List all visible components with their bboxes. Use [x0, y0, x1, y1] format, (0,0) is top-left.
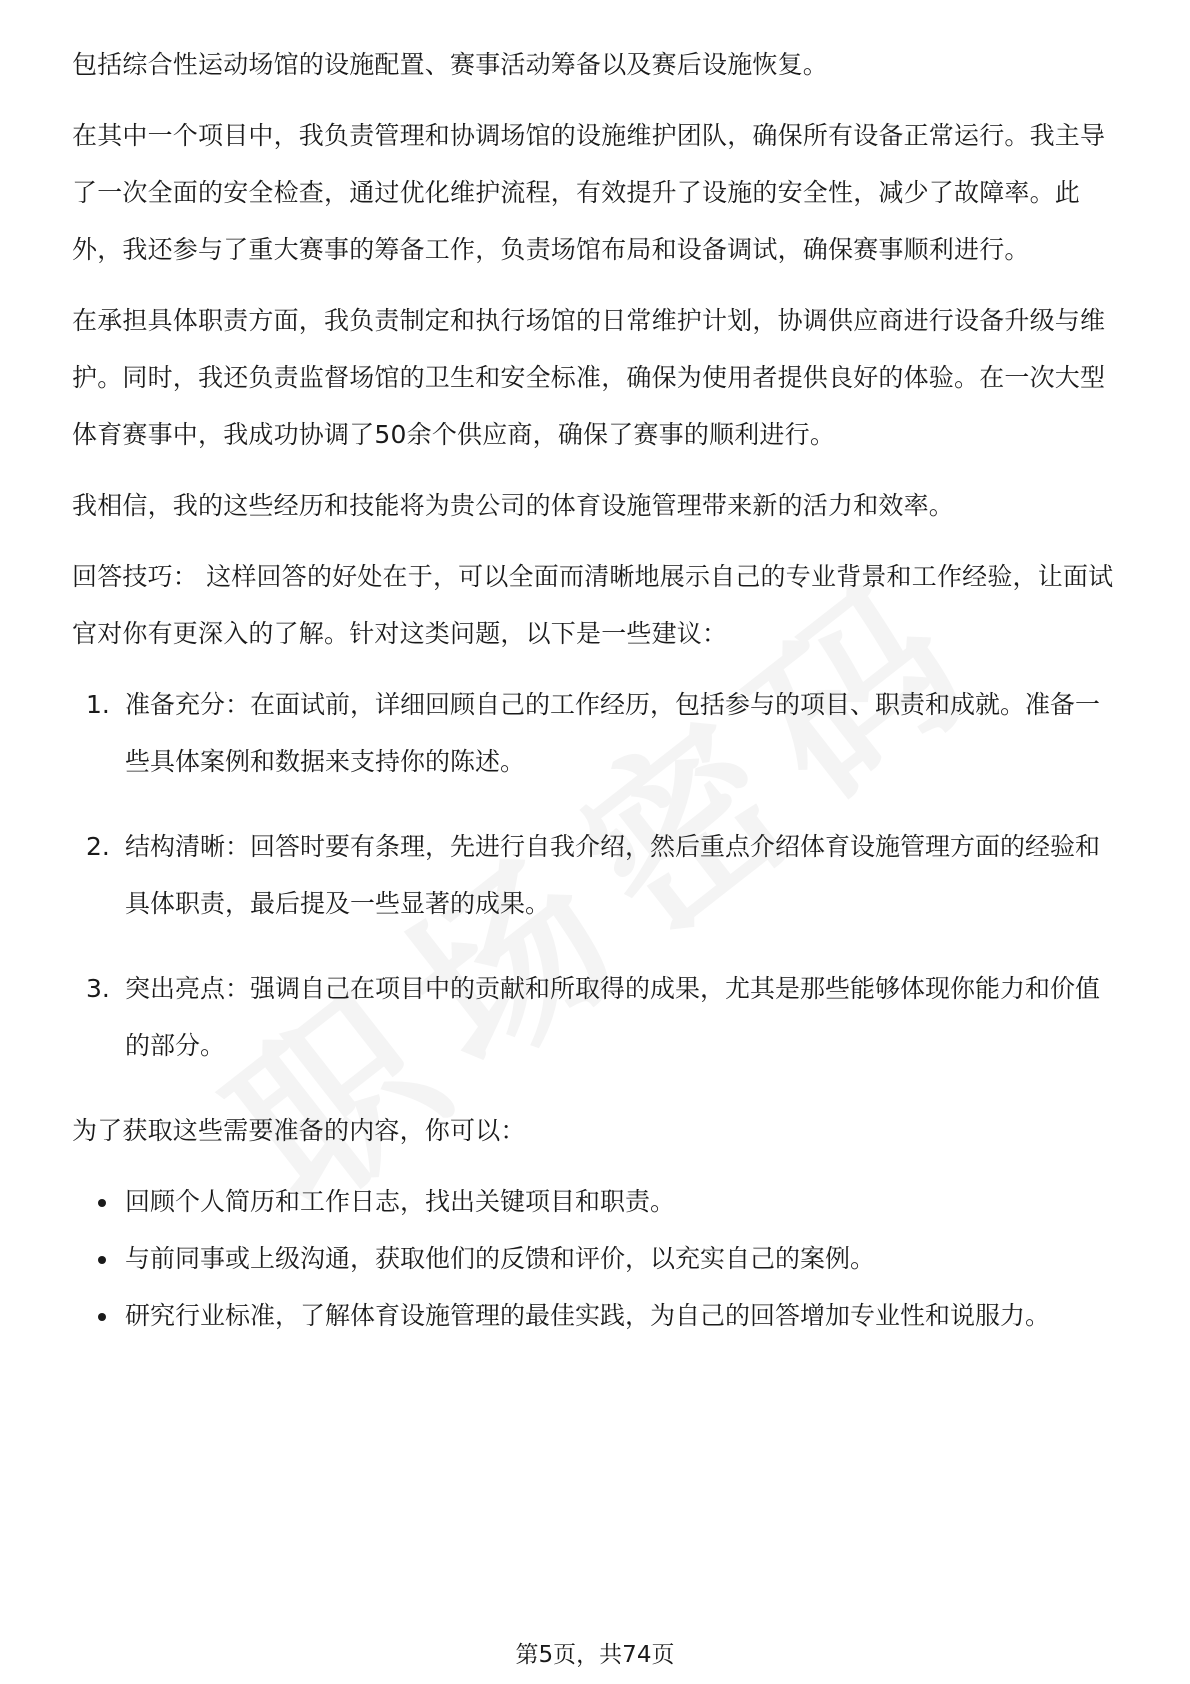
prep-item: [72, 1287, 1122, 1344]
tip-number: 3.: [86, 974, 110, 1003]
tip-text: 突出亮点：强调自己在项目中的贡献和所取得的成果，尤其是那些能够体现你能力和价值的部分。: [125, 974, 1101, 1060]
paragraph-closing: 我相信，我的这些经历和技能将为贵公司的体育设施管理带来新的活力和效率。: [72, 491, 955, 520]
prep-item: [72, 1230, 1122, 1287]
tips-list: [72, 676, 1122, 1074]
tip-number: 1.: [86, 690, 110, 719]
prep-item-text: 与前同事或上级沟通，获取他们的反馈和评价，以充实自己的案例。: [125, 1244, 876, 1273]
bullet-icon: [98, 1256, 106, 1264]
paragraph-answer-tips: 回答技巧： 这样回答的好处在于，可以全面而清晰地展示自己的专业背景和工作经验，让面试官对你有更深入的了解。针对这类问题，以下是一些建议：: [72, 562, 1114, 648]
prep-list: [72, 1173, 1122, 1344]
paragraph-project-scope: 包括综合性运动场馆的设施配置、赛事活动筹备以及赛后设施恢复。: [72, 50, 829, 79]
paragraph-project-experience: 在其中一个项目中，我负责管理和协调场馆的设施维护团队，确保所有设备正常运行。我主导了一次全面的安全检查，通过优化维护流程，有效提升了设施的安全性，减少了故障率。此外，我还参与了重大赛事的筹备工作，负责场馆布局和设备调试，确保赛事顺利进行。: [72, 121, 1106, 264]
bullet-icon: [98, 1199, 106, 1207]
tip-item: [72, 676, 1122, 790]
document-page: [72, 36, 1122, 1344]
tip-item: [72, 960, 1122, 1074]
tip-text: 结构清晰：回答时要有条理，先进行自我介绍，然后重点介绍体育设施管理方面的经验和具体职责，最后提及一些显著的成果。: [125, 832, 1101, 918]
prep-item-text: 回顾个人简历和工作日志，找出关键项目和职责。: [125, 1187, 676, 1216]
bullet-icon: [98, 1313, 106, 1321]
tip-text: 准备充分：在面试前，详细回顾自己的工作经历，包括参与的项目、职责和成就。准备一些具体案例和数据来支持你的陈述。: [125, 690, 1101, 776]
prep-item-text: 研究行业标准，了解体育设施管理的最佳实践，为自己的回答增加专业性和说服力。: [125, 1301, 1051, 1330]
paragraph-responsibilities: 在承担具体职责方面，我负责制定和执行场馆的日常维护计划，协调供应商进行设备升级与维护。同时，我还负责监督场馆的卫生和安全标准，确保为使用者提供良好的体验。在一次大型体育赛事中，我成功协调了50余个供应商，确保了赛事的顺利进行。: [72, 306, 1106, 449]
prep-item: [72, 1173, 1122, 1230]
tip-number: 2.: [86, 832, 110, 861]
paragraph-prep-intro: 为了获取这些需要准备的内容，你可以：: [72, 1116, 526, 1145]
tip-item: [72, 818, 1122, 932]
page-number-footer: 第5页，共74页: [515, 1642, 675, 1668]
